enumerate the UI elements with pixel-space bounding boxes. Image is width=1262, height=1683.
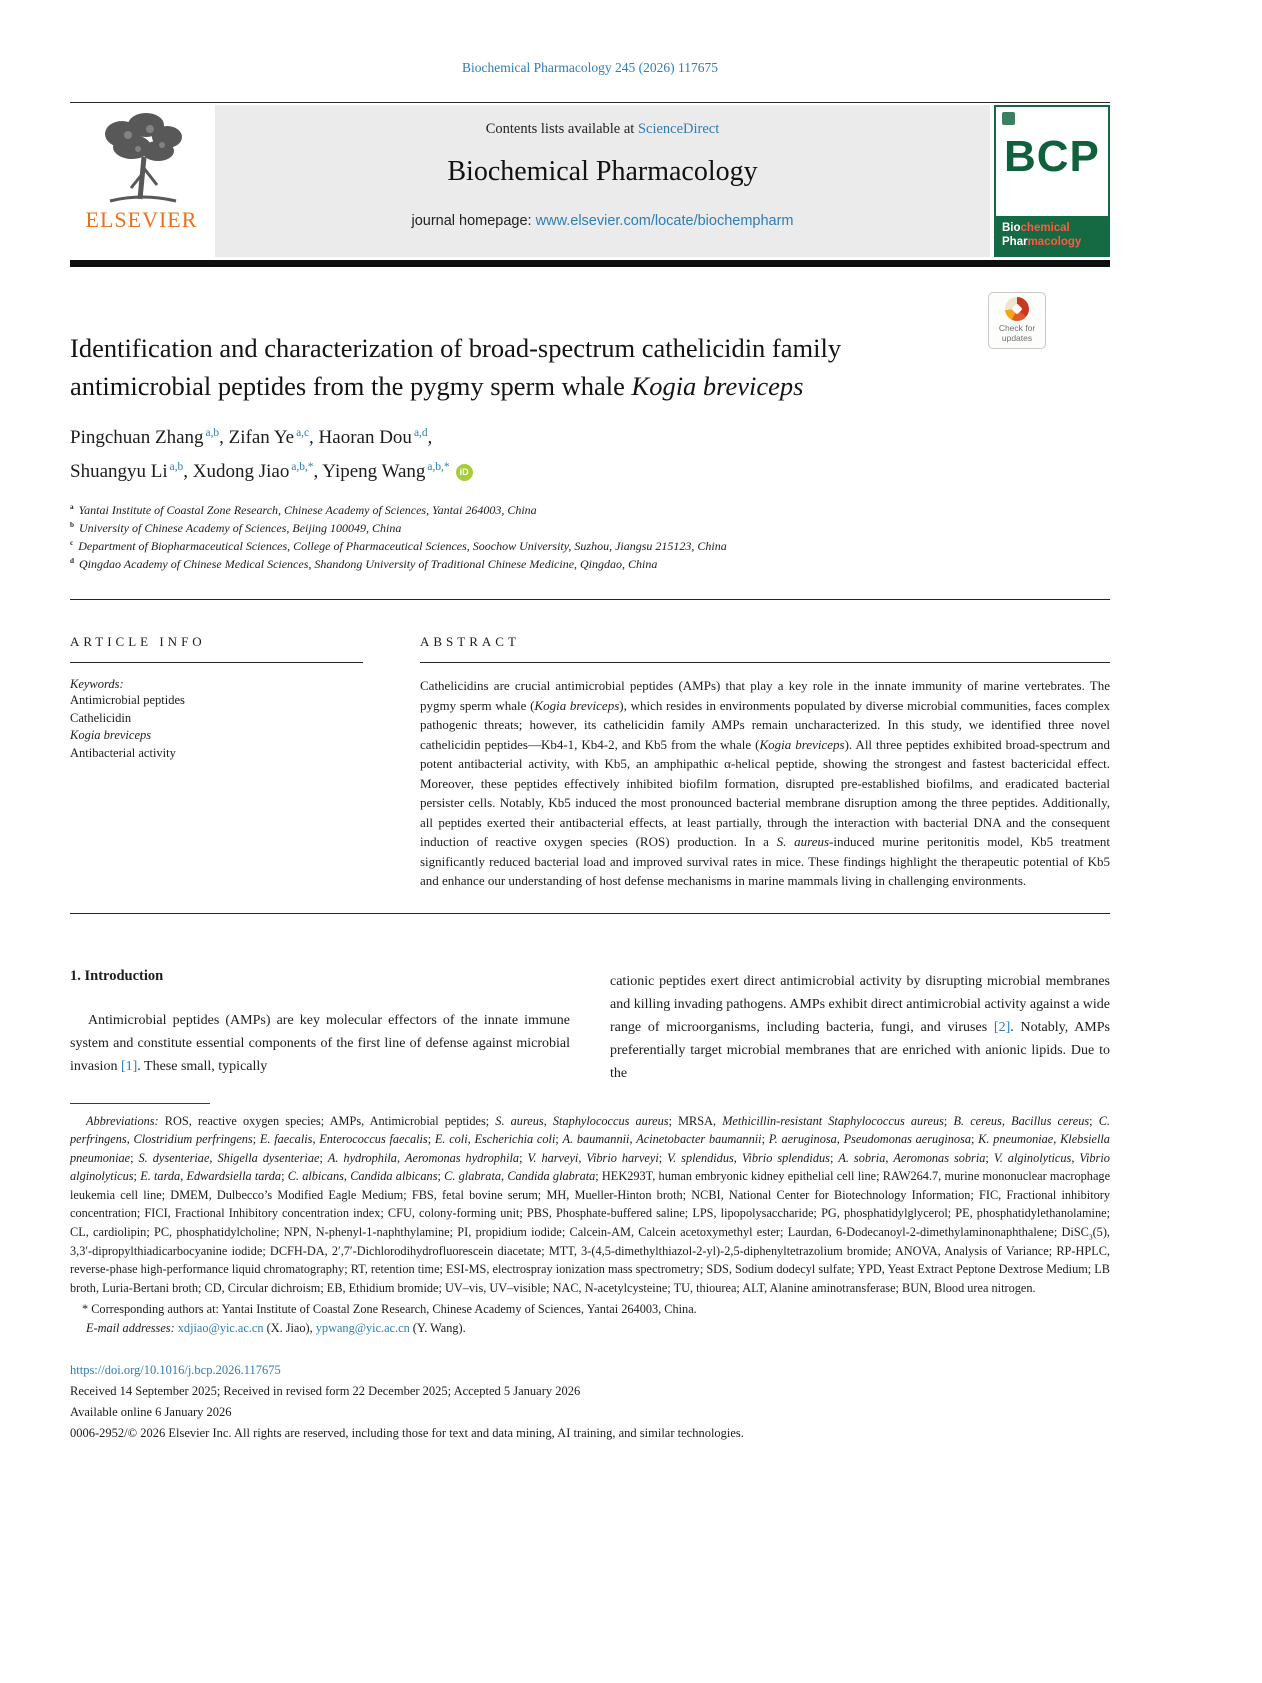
sciencedirect-link[interactable]: ScienceDirect — [637, 121, 720, 137]
available-online-line: Available online 6 January 2026 — [70, 1404, 232, 1419]
cover-title-word2-b: macology — [1027, 236, 1082, 248]
keyword-item: Antimicrobial peptides — [70, 693, 185, 707]
affiliation-d: $^d$ Qingdao Academy of Chinese Medical Sciences, Shandong University of Traditional Chinese Medicine, Qingdao, China — [70, 557, 658, 571]
body-column-right — [610, 968, 1110, 1085]
article-info-column — [70, 600, 363, 891]
affiliation-c: $^c$ Department of Biopharmaceutical Sciences, College of Pharmaceutical Sciences, Soochow University, Suzhou, Jiangsu 215123, China — [70, 539, 727, 553]
keyword-item: Antibacterial activity — [70, 745, 176, 760]
orcid-icon[interactable]: iD — [456, 464, 473, 481]
affiliations — [70, 501, 1110, 573]
citation-ref-1[interactable]: [1] — [120, 1058, 138, 1074]
cover-title-word2-a: Phar — [1002, 236, 1028, 248]
cover-title — [996, 216, 1108, 255]
footnote-area — [70, 1103, 1110, 1444]
cover-title-word1-a: Bio — [1002, 222, 1021, 234]
journal-homepage-link[interactable]: www.elsevier.com/locate/biochempharm — [535, 213, 794, 229]
keyword-item: Kogia breviceps — [70, 728, 152, 742]
abstract-heading: ABSTRACT — [420, 634, 520, 649]
elsevier-wordmark: ELSEVIER — [85, 207, 198, 232]
journal-title: Biochemical Pharmacology — [447, 156, 758, 187]
journal-cover-thumbnail — [994, 105, 1110, 257]
divider — [420, 662, 1110, 663]
doi-link[interactable]: https://doi.org/10.1016/j.bcp.2026.117675 — [70, 1362, 281, 1377]
body-column-left — [70, 968, 570, 1085]
email-addresses-line: E-mail addresses: xdjiao@yic.ac.cn (X. Jiao), ypwang@yic.ac.cn (Y. Wang). — [86, 1321, 466, 1336]
abbreviations-footnote: Abbreviations: ROS, reactive oxygen species; AMPs, Antimicrobial peptides; S. aureus, Staphylococcus aureus; MRSA, Methicillin-resistant Staphylococcus aureus; B. cereus, Bacillus cereus; C. perfringens, Clostridium perfringens; E. faecalis, Enterococcus faecalis; E. coli, Escherichia coli; A. baumannii, Acinetobacter baumannii; P. aeruginosa, Pseudomonas aeruginosa; K. pneumoniae, Klebsiella pneumoniae; S. dysenteriae, Shigella dysenteriae; A. hydrophila, Aeromonas hydrophila; V. harveyi, Vibrio harveyi; V. splendidus, Vibrio splendidus; A. sobria, Aeromonas sobria; V. alginolyticus, Vibrio alginolyticus; E. tarda, Edwardsiella tarda; C. albicans, Candida albicans; C. glabrata, Candida glabrata; HEK293T, human embryonic kidney epithelial cell line; RAW264.7, murine mononuclear macrophage leukemia cell line; DMEM, Dulbecco’s Modified Eagle Medium; FBS, fetal bovine serum; MH, Mueller-Hinton broth; NCBI, National Center for Biotechnology Information; FIC, Fractional inhibitory concentration; FICI, Fractional Inhibitory concentration index; CFU, colony-forming unit; PBS, Phosphate-buffered saline; LPS, lipopolysaccharide; PG, phosphatidylglycerol; PE, phosphatidylethanolamine; CL, cardiolipin; PC, phosphatidylcholine; NPN, N-phenyl-1-naphthylamine; PI, propidium iodide; Calcein-AM, Calcein acetoxymethyl ester; Laurdan, 6-Dodecanoyl-2-dimethylaminonaphthalene; DiSC$_3$(5), 3,3′-dipropylthiadicarbocyanine iodide; DCFH-DA, 2′,7′-Dichlorodihydrofluorescein diacetate; MTT, 3-(4,5-dimethylthiazol-2-yl)-2,5-diphenyltetrazolium bromide; ANOVA, Analysis of Variance; RP-HPLC, reverse-phase high-performance liquid chromatography; RT, retention time; ESI-MS, electrospray ionization mass spectrometry; SDS, Sodium dodecyl sulfate; YPD, Yeast Extract Peptone Dextrose Medium; LB broth, Luria-Bertani broth; CD, Circular dichroism; EB, Ethidium bromide; UV–vis, UV–visible; NAC, N-acetylcysteine; TU, thiourea; ALT, Alanine aminotransferase; BUN, Blood urea nitrogen. — [70, 1113, 1111, 1295]
citation-ref-2[interactable]: [2] — [993, 1019, 1011, 1035]
info-abstract-section — [70, 600, 1110, 891]
article-title: Identification and characterization of broad-spectrum cathelicidin family antimicrobial peptides from the pygmy sperm whale Kogia breviceps — [70, 333, 842, 401]
keywords-label: Keywords: — [70, 677, 124, 691]
elsevier-tree-icon — [94, 109, 190, 207]
copyright-line: 0006-2952/© 2026 Elsevier Inc. All rights are reserved, including those for text and data mining, AI training, and similar technologies. — [70, 1425, 744, 1440]
masthead-bottom-bar — [70, 260, 1110, 267]
contents-list-text: Contents lists available at — [485, 121, 638, 137]
journal-homepage-line — [215, 213, 990, 229]
author-line-1: Pingchuan Zhang $^{a,b}$, Zifan Ye $^{a,c}$, Haoran Dou $^{a,d}$, — [70, 426, 433, 448]
page-content — [70, 0, 1110, 1444]
article-info-heading: ARTICLE INFO — [70, 634, 206, 649]
email-link-ywang[interactable]: ypwang@yic.ac.cn — [315, 1321, 410, 1336]
running-head-journal-ref: Biochemical Pharmacology 245 (2026) 117675 — [462, 60, 718, 75]
cover-publisher-mark-icon — [1002, 112, 1015, 125]
divider — [70, 913, 1110, 914]
cover-acronym: BCP — [1004, 132, 1100, 181]
section-heading-introduction: 1. Introduction — [70, 967, 164, 984]
email-link-xjiao[interactable]: xdjiao@yic.ac.cn — [177, 1321, 264, 1336]
body-columns — [70, 968, 1110, 1085]
divider — [70, 662, 363, 663]
corresponding-author-note: * Corresponding authors at: Yantai Institute of Coastal Zone Research, Chinese Academy of Sciences, Yantai 264003, China. — [82, 1302, 697, 1317]
cover-title-word1-b: chemical — [1020, 222, 1070, 234]
intro-paragraph-left: Antimicrobial peptides (AMPs) are key molecular effectors of the innate immune system and constitute essential components of the first line of defense against microbial invasion [1]. These small, typically — [70, 1012, 570, 1074]
affiliation-a: $^a$ Yantai Institute of Coastal Zone Research, Chinese Academy of Sciences, Yantai 264003, China — [70, 503, 537, 517]
crossmark-icon — [1005, 297, 1029, 321]
abstract-column — [420, 600, 1110, 891]
check-updates-label: Check for updates — [998, 323, 1036, 343]
abstract-text: Cathelicidins are crucial antimicrobial peptides (AMPs) that play a key role in the innate immunity of marine vertebrates. The pygmy sperm whale (Kogia breviceps), which resides in environments populated by diverse microbial communities, faces complex pathogenic threats; however, its cathelicidin family AMPs remain uncharacterized. In this study, we identified three novel cathelicidin peptides—Kb4-1, Kb4-2, and Kb5 from the whale (Kogia breviceps). All three peptides exhibited broad-spectrum and potent antibacterial activity, with Kb5, an amphipathic α-helical peptide, showing the strongest and fastest bactericidal effect. Moreover, these peptides effectively inhibited biofilm formation, disrupted pre-established biofilms, and eradicated bacterial persister cells. Notably, Kb5 induced the most pronounced bacterial membrane disruption among the three peptides. Additionally, all peptides exerted their antibacterial effects, at least partially, through the interaction with bacterial DNA and the consequent induction of reactive oxygen species (ROS) production. In a S. aureus-induced murine peritonitis model, Kb5 treatment significantly reduced bacterial load and improved survival rates in mice. These findings highlight the therapeutic potential of Kb5 and enhance our understanding of host defense mechanisms in marine mammals living in challenging environments. — [420, 678, 1110, 888]
author-list — [70, 421, 1110, 489]
contents-list-line — [215, 121, 990, 138]
homepage-prefix: journal homepage: — [411, 213, 536, 229]
footnote-divider — [70, 1103, 210, 1104]
check-for-updates-badge[interactable] — [988, 292, 1046, 349]
author-line-2: Shuangyu Li $^{a,b}$, Xudong Jiao $^{a,b,*}$, Yipeng Wang $^{a,b,*}$ iD — [70, 455, 1110, 489]
affiliation-b: $^b$ University of Chinese Academy of Sciences, Beijing 100049, China — [70, 521, 402, 535]
keyword-item: Cathelicidin — [70, 710, 132, 725]
masthead-banner — [215, 105, 990, 257]
masthead — [70, 105, 1110, 257]
elsevier-logo — [70, 105, 213, 257]
masthead-top-divider — [70, 102, 1110, 103]
received-dates-line: Received 14 September 2025; Received in revised form 22 December 2025; Accepted 5 January 2026 — [70, 1383, 581, 1398]
intro-paragraph-right: cationic peptides exert direct antimicrobial activity by disrupting microbial membranes and killing invading pathogens. AMPs exhibit direct antimicrobial activity against a wide range of microorganisms, including bacteria, fungi, and viruses [2]. Notably, AMPs preferentially target microbial membranes that are enriched with anionic lipids. Due to the — [610, 973, 1111, 1081]
